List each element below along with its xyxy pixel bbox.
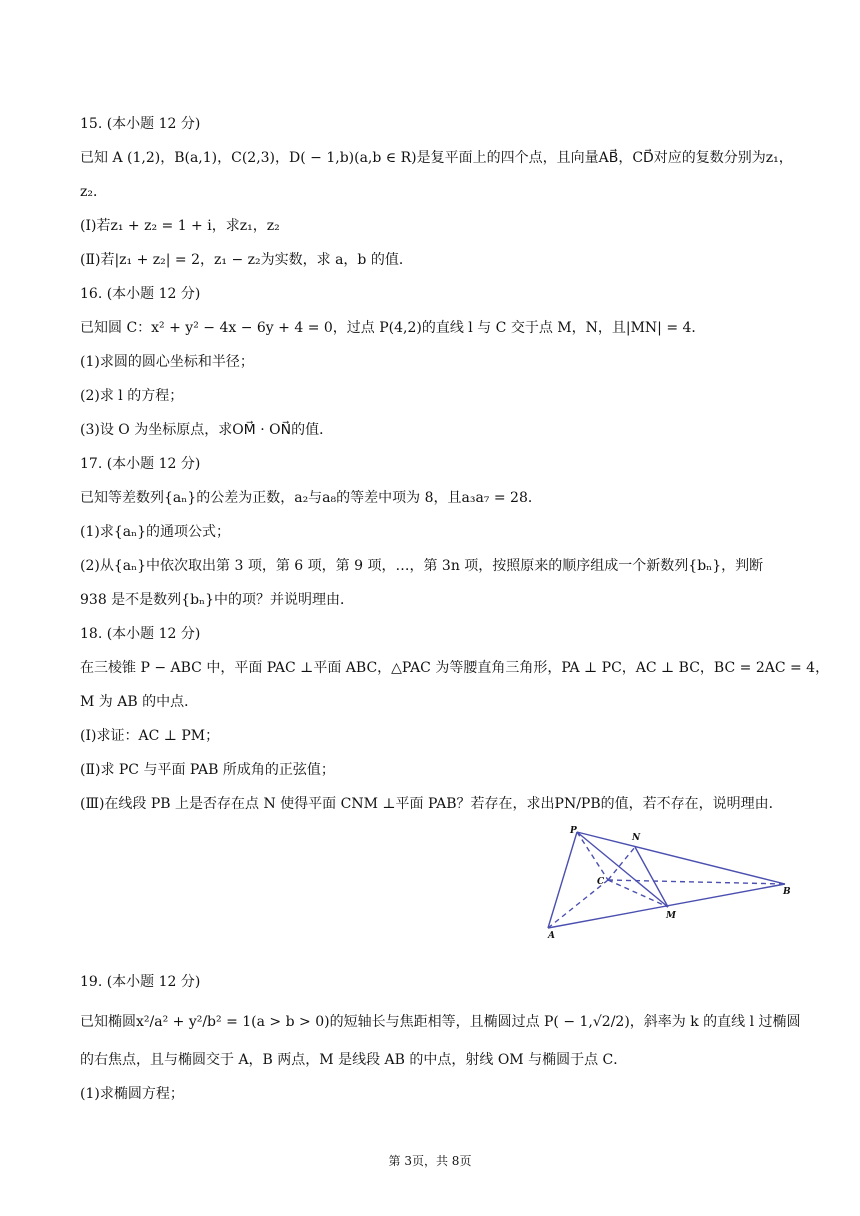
problem-16-line-4: (3)设 O 为坐标原点，求OM⃗ · ON⃗的值． <box>80 422 334 438</box>
problem-15-head: 15. (本小题 12 分) <box>80 116 201 132</box>
problem-19-head: 19. (本小题 12 分) <box>80 974 201 990</box>
edge-CN <box>608 847 635 880</box>
problem-18-line-3: (Ⅰ)求证：AC ⊥ PM； <box>80 728 220 744</box>
problem-15-line-4: (Ⅱ)若|z₁ + z₂| = 2，z₁ − z₂为实数，求 a，b 的值． <box>80 252 413 268</box>
edge-AC <box>548 880 608 928</box>
label-B: B <box>783 887 791 897</box>
problem-17-line-1: 已知等差数列{aₙ}的公差为正数，a₂与a₈的等差中项为 8，且a₃a₇ = 28． <box>80 490 542 506</box>
problem-16-line-2: (1)求圆的圆心坐标和半径； <box>80 354 254 370</box>
edge-PA <box>548 832 577 928</box>
problem-15-line-2: z₂． <box>80 184 107 200</box>
problem-18-head: 18. (本小题 12 分) <box>80 626 201 642</box>
problem-16-head: 16. (本小题 12 分) <box>80 286 201 302</box>
label-M: M <box>666 911 676 921</box>
pyramid-figure <box>540 822 800 946</box>
problem-17-head: 17. (本小题 12 分) <box>80 456 201 472</box>
label-A: A <box>548 931 555 941</box>
problem-19-line-1: 已知椭圆x²/a² + y²/b² = 1(a > b > 0)的短轴长与焦距相等，且椭圆过点 P( − 1,√2/2)，斜率为 k 的直线 l 过椭圆 <box>80 1014 801 1030</box>
problem-18-line-5: (Ⅲ)在线段 PB 上是否存在点 N 使得平面 CNM ⊥平面 PAB？若存在，求出PN/PB的值，若不存在，说明理由． <box>80 796 783 812</box>
problem-16-line-1: 已知圆 C：x² + y² − 4x − 6y + 4 = 0，过点 P(4,2)的直线 l 与 C 交于点 M，N，且|MN| = 4． <box>80 320 706 336</box>
label-N: N <box>632 833 641 843</box>
problem-17-line-3: (2)从{aₙ}中依次取出第 3 项，第 6 项，第 9 项，…，第 3n 项，按照原来的顺序组成一个新数列{bₙ}，判断 <box>80 558 764 574</box>
edge-CB <box>608 880 785 884</box>
problem-18-line-2: M 为 AB 的中点． <box>80 694 199 710</box>
label-P: P <box>570 826 577 836</box>
problem-17-line-4: 938 是不是数列{bₙ}中的项？并说明理由． <box>80 592 355 608</box>
pyramid-diagram <box>540 822 800 942</box>
edge-CM <box>608 880 668 907</box>
problem-15-line-1: 已知 A (1,2)，B(a,1)，C(2,3)，D( − 1,b)(a,b ∈ R)是复平面上的四个点，且向量AB⃗，CD⃗对应的复数分别为z₁， <box>80 150 793 166</box>
problem-18-line-1: 在三棱锥 P − ABC 中，平面 PAC ⊥平面 ABC，△PAC 为等腰直角三角形，PA ⊥ PC，AC ⊥ BC，BC = 2AC = 4， <box>80 660 830 676</box>
problem-19-line-2: 的右焦点，且与椭圆交于 A，B 两点，M 是线段 AB 的中点，射线 OM 与椭圆于点 C． <box>80 1052 628 1068</box>
problem-18-line-4: (Ⅱ)求 PC 与平面 PAB 所成角的正弦值； <box>80 762 335 778</box>
page-footer: 第 3页，共 8页 <box>388 1154 472 1168</box>
edge-NM <box>635 847 668 907</box>
label-C: C <box>597 877 605 887</box>
problem-19-line-3: (1)求椭圆方程； <box>80 1086 184 1102</box>
problem-15-line-3: (Ⅰ)若z₁ + z₂ = 1 + i，求z₁，z₂ <box>80 218 280 234</box>
problem-17-line-2: (1)求{aₙ}的通项公式； <box>80 524 231 540</box>
problem-16-line-3: (2)求 l 的方程； <box>80 388 184 404</box>
